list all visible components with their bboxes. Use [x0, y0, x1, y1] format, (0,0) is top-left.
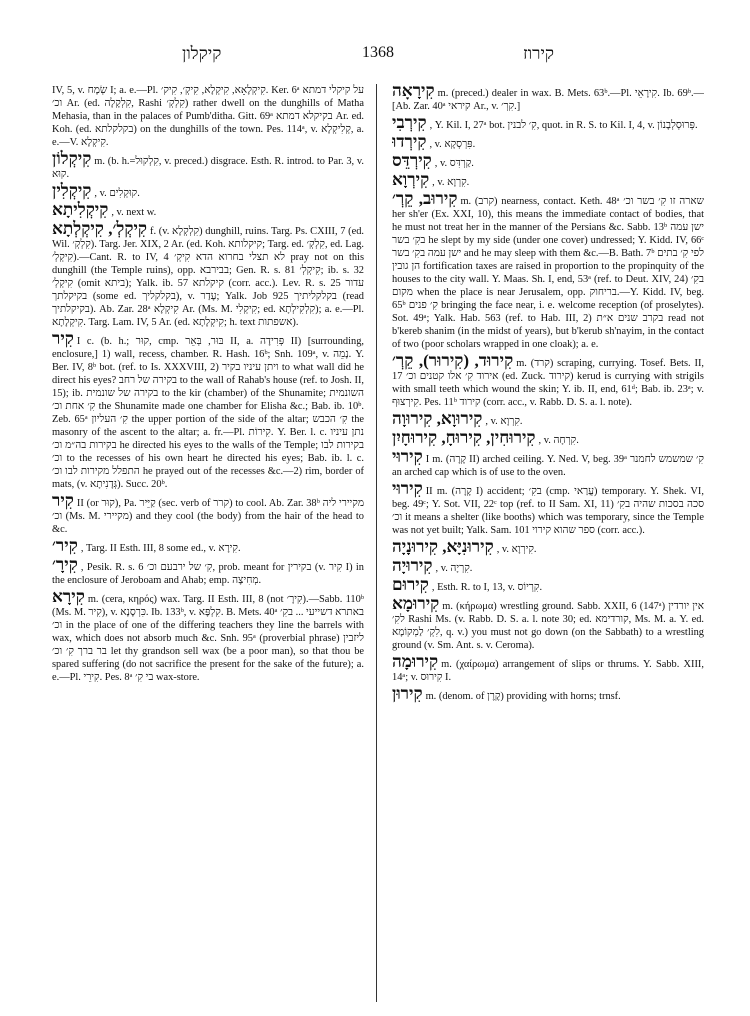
entry-headword: קִירָא — [52, 587, 85, 606]
entry-definition: , v. next w. — [111, 207, 157, 218]
dictionary-entry — [52, 200, 364, 219]
entry-headword: קִירָ׳ — [52, 555, 78, 574]
entry-headword: קִיר׳ — [52, 536, 78, 555]
entry-headword: קִירוּיָה — [392, 556, 433, 575]
page-header — [52, 44, 704, 70]
dictionary-entry — [52, 329, 364, 491]
entry-definition: m. (cera, κηρός) wax. Targ. II Esth. III, 8 (not קִירָ׳).—Sabb. 110ᵇ (Ms. M. קִיר), v. כִּרְסָנָא. Ib. 133ᵇ, v. קִלְפָּא. B. Mets. 40ᵃ באתרא דשייעי ... בקִ׳ וכ׳ in the place of one of the differing teachers they line the barrels with wax, which does not absorb much &c. Snh. 95ᵃ (proverbial phrase) ליזבין בר ברך קִ׳ וכ׳ let thy grandson sell wax (be a poor man), so that thou be spared suffering (do not sacrifice the present for the sake of the future); a. e.—Pl. קִירֵי. Pes. 8ᵃ בי קִ׳ wax-store. — [52, 594, 364, 683]
entry-headword: קִירוּחִין, קִירוּחָ, קִירוּחָיִן — [392, 428, 536, 447]
dictionary-entry — [52, 587, 364, 684]
entry-definition: II m. (קָרָה I) accident; בקִ׳ (cmp. עֲרַאי) temporary. Y. Shek. VI, beg. 49ᶜ; Y. Sot. VII, 22ᶜ top (ref. to II Sam. XI, 11) סכה בסכות שהיה בקִ׳ וכ׳ it means a shelter (like booths) which was temporary, since the Temple was not yet built; Yalk. Sam. 101 ספר שהוא קירוי (corr. acc.). — [392, 486, 704, 536]
entry-definition: , v. קוּקְלִים. — [94, 188, 140, 199]
dictionary-entry — [392, 537, 704, 556]
entry-headword: קִירוּן — [392, 684, 423, 703]
entry-headword: קִירְוָא — [392, 170, 430, 189]
entry-definition: , v. פִּרְסְקָא. — [429, 139, 476, 150]
entry-definition: , v. קִרְוָא. — [432, 177, 470, 188]
dictionary-entry — [392, 113, 704, 132]
dictionary-entry — [392, 189, 704, 351]
dictionary-entry — [392, 132, 704, 151]
entry-definition: m. (קרד) scraping, currying. Tosef. Bets. II, 17 אירוד קִ׳ אלו קטנים וכ׳ (ed. Zuck. קירוד) kerud is currying with strigils with small teeth which wound the skin; Y. ib. II, end, 61ᵈ; Bab. ib. 23ᵃ; v. קִירְצוּף. Pes. 11ᵇ קירוד (corr. acc., v. Rabb. D. S. a. l. note). — [392, 358, 704, 408]
dictionary-entry — [392, 84, 704, 113]
entry-headword: קִיקְלִיתָא — [52, 200, 109, 219]
entry-headword: קִירְדֵּס — [392, 151, 432, 170]
entry-headword: קִירוּנִיָּא, קִירוּנָיָה — [392, 537, 494, 556]
right-running-headword: קירוז — [523, 44, 554, 63]
dictionary-entry — [392, 479, 704, 537]
dictionary-entry — [392, 556, 704, 575]
entry-headword: קִירְדוּ — [392, 132, 427, 151]
dictionary-entry — [52, 555, 364, 587]
right-column — [392, 84, 704, 1002]
dictionary-entry — [392, 170, 704, 189]
dictionary-entry — [392, 575, 704, 594]
dictionary-entry — [52, 491, 364, 536]
entry-headword: קִירוּם — [392, 575, 429, 594]
entry-definition: , v. קִרְוָא. — [485, 416, 523, 427]
dictionary-entry — [392, 151, 704, 170]
dictionary-entry — [52, 219, 364, 329]
dictionary-entry — [392, 351, 704, 409]
left-running-headword: קיקלון — [182, 44, 222, 63]
dictionary-entry — [52, 149, 364, 181]
dictionary-entry — [52, 181, 364, 200]
entry-definition: , v. קִרְחָה. — [538, 435, 579, 446]
entry-headword: קִירְבִי — [392, 113, 427, 132]
entry-headword: קִירוּמָא — [392, 594, 440, 613]
entry-definition: , Targ. II Esth. III, 8 some ed., v. קִירָא. — [80, 543, 241, 554]
entry-definition: , v. קִירְוָא. — [496, 544, 537, 555]
entry-definition: II (or קוּר), Pa. קַיֵּיר (sec. verb of קרר) to cool. Ab. Zar. 38ᵇ מקיירי ליה וכ׳ (Ms. M. מקיירי) and they cool (the body) from the hair of the head to &c. — [52, 498, 364, 535]
column-divider — [376, 84, 377, 1002]
entry-headword: קִיר — [52, 329, 74, 348]
entry-headword: קִיקְלְ׳, קִיקְלְתָא — [52, 219, 148, 238]
entry-definition: m. (denom. of קֶרֶן) providing with horns; trnsf. — [425, 691, 621, 702]
dictionary-entry — [52, 536, 364, 555]
dictionary-entry — [392, 684, 704, 703]
entry-definition: f. (v. קִלְקְלָא) dunghill, ruins. Targ. Ps. CXIII, 7 (ed. Wil. קִלְקְ׳). Targ. Jer. XIX, 2 Ar. (ed. Koh. קיקלותא; Targ. ed. קִלְקְ׳, ed. Lag. קִיקְלְ׳).—Cant. R. to IV, 4 לא תצלי בחרוא הדא קִיקְ׳ pray not on this dunghill (the Temple ruins), opp. בבירבא; Gen. R. s. 81 קִיקְלְ׳; ib. s. 32 קִיקְלְ׳ (omit ביתא); Yalk. ib. 57 קיקלתא (corr. acc.). Lev. R. s. 25 עדור בקיקלתך (some ed. בקלקליך), v. עָדַר; Yalk. Job 925 בקלקליתיך (read בקיקלתיך). Ab. Zar. 28ᵃ קִיקְלָא Ar. (Ms. M. קִיקְלִי; ed. קִלְקִילְתָא); a. e.—Pl. קִיקְלָתָא. Targ. Lam. IV, 5 Ar. (ed. קִיקְלָתָא; h. text אשפתות). — [52, 226, 364, 328]
entry-definition: I c. (b. h.; קוּר, cmp. בּוּר, בְּאֵר II, a. פְּרִידָה II) [surrounding, enclosure,] 1) wall, recess, chamber. R. Hash. 16ᵇ; Snh. 109ᵃ, v. נָמֵה. Y. Ber. IV, 8ᵇ bot. (ref. to Is. XXXVIII, 2) ויתן עיניו בקיר to what wall did he direct his eyes? בקירה של רחב to the wall of Rahab's house (ref. to Josh. II, 15); ib. בקירה של שונמית to the kir (chamber) of the Shunamite; השונמית קִ׳ אחת וכ׳ the Shunamite made one chamber for Elisha &c.; Bab. ib. 10ᵇ. Zeb. 65ᵃ קִ׳ העליון the upper portion of the side of the altar; קִ׳ הכבש the masonry of the ascent to the altar; a. fr.—Pl. קִירוֹת. Y. Ber. l. c. נתן עיניו בקירות בה״מ וכ׳ he directed his eyes to the walls of the Temple; בקירות לבו וכ׳ to the recesses of his own heart he directed his eyes; Bab. ib. l. c. התפלל מקירות לבו וכ׳ he prayed out of the recesses &c.—2) rim, border of mats, (v. גְּדָנִיתָא). Succ. 20ᵇ. — [52, 336, 364, 490]
entry-definition: , Y. Kil. I, 27ᵃ bot. קִ׳ לבנין, quot. in R. S. to Kil. I, 4, v. פְּרוּסְלְבָנוֹן. — [429, 120, 698, 131]
entry-headword: קִיר — [52, 491, 74, 510]
entry-definition: I m. (קָרָה II) arched ceiling. Y. Ned. V, beg. 39ᵃ קִ׳ שמשמש לחמנר an arched cap which is of use to the oven. — [392, 454, 704, 478]
page-number: 1368 — [362, 44, 394, 61]
dictionary-entry — [392, 447, 704, 479]
dictionary-entry — [52, 84, 364, 149]
entry-definition: , Esth. R. to I, 13, v. קִרְיוֹס. — [431, 582, 543, 593]
dictionary-entry — [392, 594, 704, 652]
entry-headword: קִירוּד, (קִירוּר), קֵרְ׳ — [392, 351, 514, 370]
dictionary-entry — [392, 652, 704, 684]
entry-definition: , v. קִרְיָה. — [435, 563, 473, 574]
entry-definition: , v. קַרְדִּס. — [434, 158, 474, 169]
entry-definition: m. (κήρωμα) wrestling ground. Sabb. XXII, 6 (147ᵃ) אין יורדין לקִ׳ Rashi Ms. (v. Rabb. D. S. a. l. note 30; ed. קורדימא, Ms. M. a. Y. ed. לִקְ׳ לַמְקוֹמָא, q. v.) you must not go down (on the Sabbath) to a wrestling ground (v. Sm. Ant. s. v. Ceroma). — [392, 601, 704, 651]
dictionary-entry — [392, 428, 704, 447]
entry-definition: IV, 5, v. שְׂמָח I; a. e.—Pl. קִיקְלָאָא, קִיקְלָא, קִיקְ׳, קִיק׳. Ker. 6ᵃ על קיקלי דמתא וכ׳ Ar. (ed. קִלְקָלָה, Rashi קִלְקְ׳) rather dwell on the dunghills of Matha Mehasia, than in the palaces of Pumb'ditha. Gitt. 69ᵃ בקיקלא דמתא Ar. ed. Koh. (ed. בקלקלתא) on the dunghills of the town. Pes. 114ᵃ, v. קְלִיקְלָא, a. e.—V. קִיקְלָא. — [52, 85, 364, 148]
entry-headword: קִירוּב, קֵרְ׳ — [392, 189, 458, 208]
entry-headword: קִיקְלוֹן — [52, 149, 92, 168]
entry-headword: קִירוּי — [392, 479, 423, 498]
dictionary-entry — [392, 409, 704, 428]
entry-headword: קִירָאָה — [392, 84, 435, 100]
entry-definition: , Pesik. R. s. 6 קִ׳ של ירבעם וכ׳, prob. meant for בקירין (v. קִיר I) in the enclosure of Jeroboam and Ahab; emp. מְחִיצָה. — [52, 562, 364, 586]
entry-definition: m. (χαίρωμα) arrangement of slips or thrums. Y. Sabb. XIII, 14ᵃ; v. קִירוּס I. — [392, 659, 704, 683]
entry-headword: קִירוּוָא, קִירוּוָה — [392, 409, 483, 428]
entry-definition: m. (b. h.=קִלְקוּל, v. preced.) disgrace. Esth. R. introd. to Par. 3, v. קוּא. — [52, 156, 364, 180]
left-column — [52, 84, 364, 1002]
entry-definition: m. (preced.) dealer in wax. B. Mets. 63ᵇ.—Pl. קִירָאֵי. Ib. 69ᵇ.—[Ab. Zar. 40ᵃ קיראי Ar., v. קִרְ׳.] — [392, 88, 704, 112]
entry-definition: m. (קרב) nearness, contact. Keth. 48ᵃ שארה זו קִ׳ בשר וכ׳ her sh'er (Ex. XXI, 10), this means the immediate contact of bodies, that he must not treat her in the manner of the Persians &c. Sabb. 13ᵇ ישן עמה בקִ׳ בשר he slept by my side (under one cover) undressed; Y. Kidd. IV, 66ᶜ ישן עמה בקִ׳ בשר and he may sleep with them &c.—B. Bath. 7ᵇ לפי קִ׳ בתים הן גובין fortification taxes are raised in proportion to the propinquity of the houses to the city wall. Y. Maas. Sh. I, end, 53ᵃ (ref. to Deut. XIV, 24) בקִ׳ מקום when the place is near Jerusalem, opp. בריחוק.—Y. Kidd. IV, beg. 65ᵇ קִ׳ פנים bringing the face near, i. e. welcome reception (of proselytes). Sot. 49ᵃ; Yalk. Hab. 563 (ref. to Hab. III, 2) בקרב שנים א״ת read not b'kereb shanim (in the midst of years), but b'kerub sh'nayim, in the contact of two (poor scholars wrapped in one cloak); a. e. — [392, 196, 704, 350]
entry-headword: קִירוּמָה — [392, 652, 439, 671]
entry-headword: קִיקְלִין — [52, 181, 92, 200]
entry-headword: קִירוּי — [392, 447, 423, 466]
